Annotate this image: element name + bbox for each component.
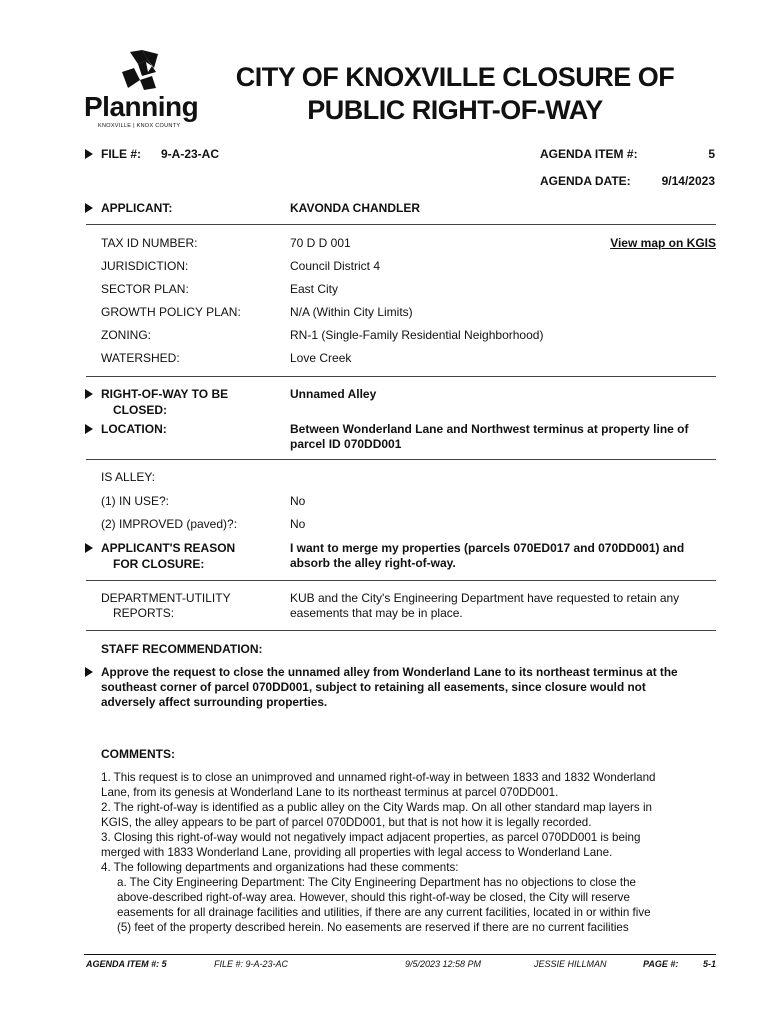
reason-value-line2: absorb the alley right-of-way. <box>290 556 456 570</box>
applicant-value: KAVONDA CHANDLER <box>290 201 420 215</box>
watershed-value: Love Creek <box>290 351 352 365</box>
zoning-value: RN-1 (Single-Family Residential Neighborhood) <box>290 328 544 342</box>
applicant-label: APPLICANT: <box>101 201 173 215</box>
page-title-line2: PUBLIC RIGHT-OF-WAY <box>307 95 603 125</box>
agenda-item-label: AGENDA ITEM #: <box>540 147 638 161</box>
comment-subline: a. The City Engineering Department: The City Engineering Department has no objections to close the <box>117 876 637 889</box>
agenda-date-value: 9/14/2023 <box>661 174 715 188</box>
location-label: LOCATION: <box>101 422 167 436</box>
planning-logo <box>84 50 199 132</box>
planning-tagline: KNOXVILLE | KNOX COUNTY <box>98 123 181 129</box>
improved-value: No <box>290 517 306 531</box>
growth-policy-label: GROWTH POLICY PLAN: <box>101 305 241 319</box>
tax-id-label: TAX ID NUMBER: <box>101 236 198 250</box>
growth-policy-value: N/A (Within City Limits) <box>290 305 413 319</box>
page-title-line1: CITY OF KNOXVILLE CLOSURE OF <box>235 62 675 92</box>
divider <box>86 376 716 377</box>
comments-heading: COMMENTS: <box>101 747 175 761</box>
jurisdiction-value: Council District 4 <box>290 259 381 273</box>
footer-page-value: 5-1 <box>702 959 716 969</box>
reason-value-line1: I want to merge my properties (parcels 070ED017 and 070DD001) and <box>290 541 685 555</box>
planning-logo-icon <box>112 50 164 92</box>
agenda-item-value: 5 <box>708 147 715 161</box>
dept-value-line1: KUB and the City's Engineering Department have requested to retain any <box>290 591 680 605</box>
sector-plan-label: SECTOR PLAN: <box>101 282 189 296</box>
bullet-arrow-icon <box>85 667 93 677</box>
staff-heading: STAFF RECOMMENDATION: <box>101 642 263 656</box>
row-label-line2: CLOSED: <box>113 403 167 417</box>
file-value: 9-A-23-AC <box>161 147 220 161</box>
comment-subline: (5) feet of the property described herein. No easements are reserved if there are no current facilities <box>117 921 629 934</box>
bullet-arrow-icon <box>85 203 93 213</box>
comment-line: 1. This request is to close an unimproved and unnamed right-of-way in between 1833 and 1832 Wonderland <box>101 771 656 784</box>
in-use-value: No <box>290 494 306 508</box>
jurisdiction-label: JURISDICTION: <box>101 259 189 273</box>
footer-page-label: PAGE #: <box>643 959 679 969</box>
footer-timestamp: 9/5/2023 12:58 PM <box>405 959 482 969</box>
row-label-line1: RIGHT-OF-WAY TO BE <box>101 387 229 401</box>
watershed-label: WATERSHED: <box>101 351 180 365</box>
bullet-arrow-icon <box>85 543 93 553</box>
divider <box>86 630 716 631</box>
staff-line1: Approve the request to close the unnamed alley from Wonderland Lane to its northeast terminus at the <box>101 665 678 679</box>
comment-line: 2. The right-of-way is identified as a public alley on the City Wards map. On all other standard map layers in <box>101 801 652 814</box>
location-value-line1: Between Wonderland Lane and Northwest terminus at property line of <box>290 422 689 436</box>
comment-line: 4. The following departments and organizations had these comments: <box>101 861 459 874</box>
bullet-arrow-icon <box>85 424 93 434</box>
dept-label-line1: DEPARTMENT-UTILITY <box>101 591 231 605</box>
footer-author: JESSIE HILLMAN <box>534 959 607 969</box>
staff-line2: southeast corner of parcel 070DD001, subject to retaining all easements, since closure would not <box>101 680 646 694</box>
agenda-date-label: AGENDA DATE: <box>540 174 631 188</box>
reason-label-line2: FOR CLOSURE: <box>113 557 205 571</box>
in-use-label: (1) IN USE?: <box>101 494 170 508</box>
footer-agenda-item: AGENDA ITEM #: 5 <box>86 959 167 969</box>
bullet-arrow-icon <box>85 389 93 399</box>
tax-id-value: 70 D D 001 <box>290 236 351 250</box>
row-value: Unnamed Alley <box>290 387 377 401</box>
sector-plan-value: East City <box>290 282 339 296</box>
location-value-line2: parcel ID 070DD001 <box>290 437 402 451</box>
comment-line: 3. Closing this right-of-way would not negatively impact adjacent properties, as parcel 070DD001 is being <box>101 831 641 844</box>
is-alley-label: IS ALLEY: <box>101 470 156 484</box>
comment-subline: easements for all drainage facilities and utilities, if there are any current facilities, located in or within five <box>117 906 651 919</box>
comment-subline: above-described right-of-way area. However, should this right-of-way be closed, the City will reserve <box>117 891 630 904</box>
zoning-label: ZONING: <box>101 328 151 342</box>
file-label: FILE #: <box>101 147 142 161</box>
divider <box>86 224 716 225</box>
footer-rule <box>84 954 716 955</box>
divider <box>86 459 716 460</box>
comment-line: KGIS, the alley appears to be part of parcel 070DD001, but that is not how it is legally recorded. <box>101 816 592 829</box>
planning-wordmark: Planning <box>84 91 199 122</box>
kgis-map-link[interactable]: View map on KGIS <box>610 236 716 250</box>
reason-label-line1: APPLICANT'S REASON <box>101 541 236 555</box>
footer-file: FILE #: 9-A-23-AC <box>214 959 289 969</box>
comment-line: Lane, from its genesis at Wonderland Lane to its northeast terminus at parcel 070DD001. <box>101 786 559 799</box>
dept-label-line2: REPORTS: <box>113 606 175 620</box>
dept-value-line2: easements that may be in place. <box>290 606 463 620</box>
divider <box>86 580 716 581</box>
comment-line: merged with 1833 Wonderland Lane, providing all properties with legal access to Wonderland Lane. <box>101 846 613 859</box>
bullet-arrow-icon <box>85 149 93 159</box>
improved-label: (2) IMPROVED (paved)?: <box>101 517 238 531</box>
staff-line3: adversely affect surrounding properties. <box>101 695 328 709</box>
